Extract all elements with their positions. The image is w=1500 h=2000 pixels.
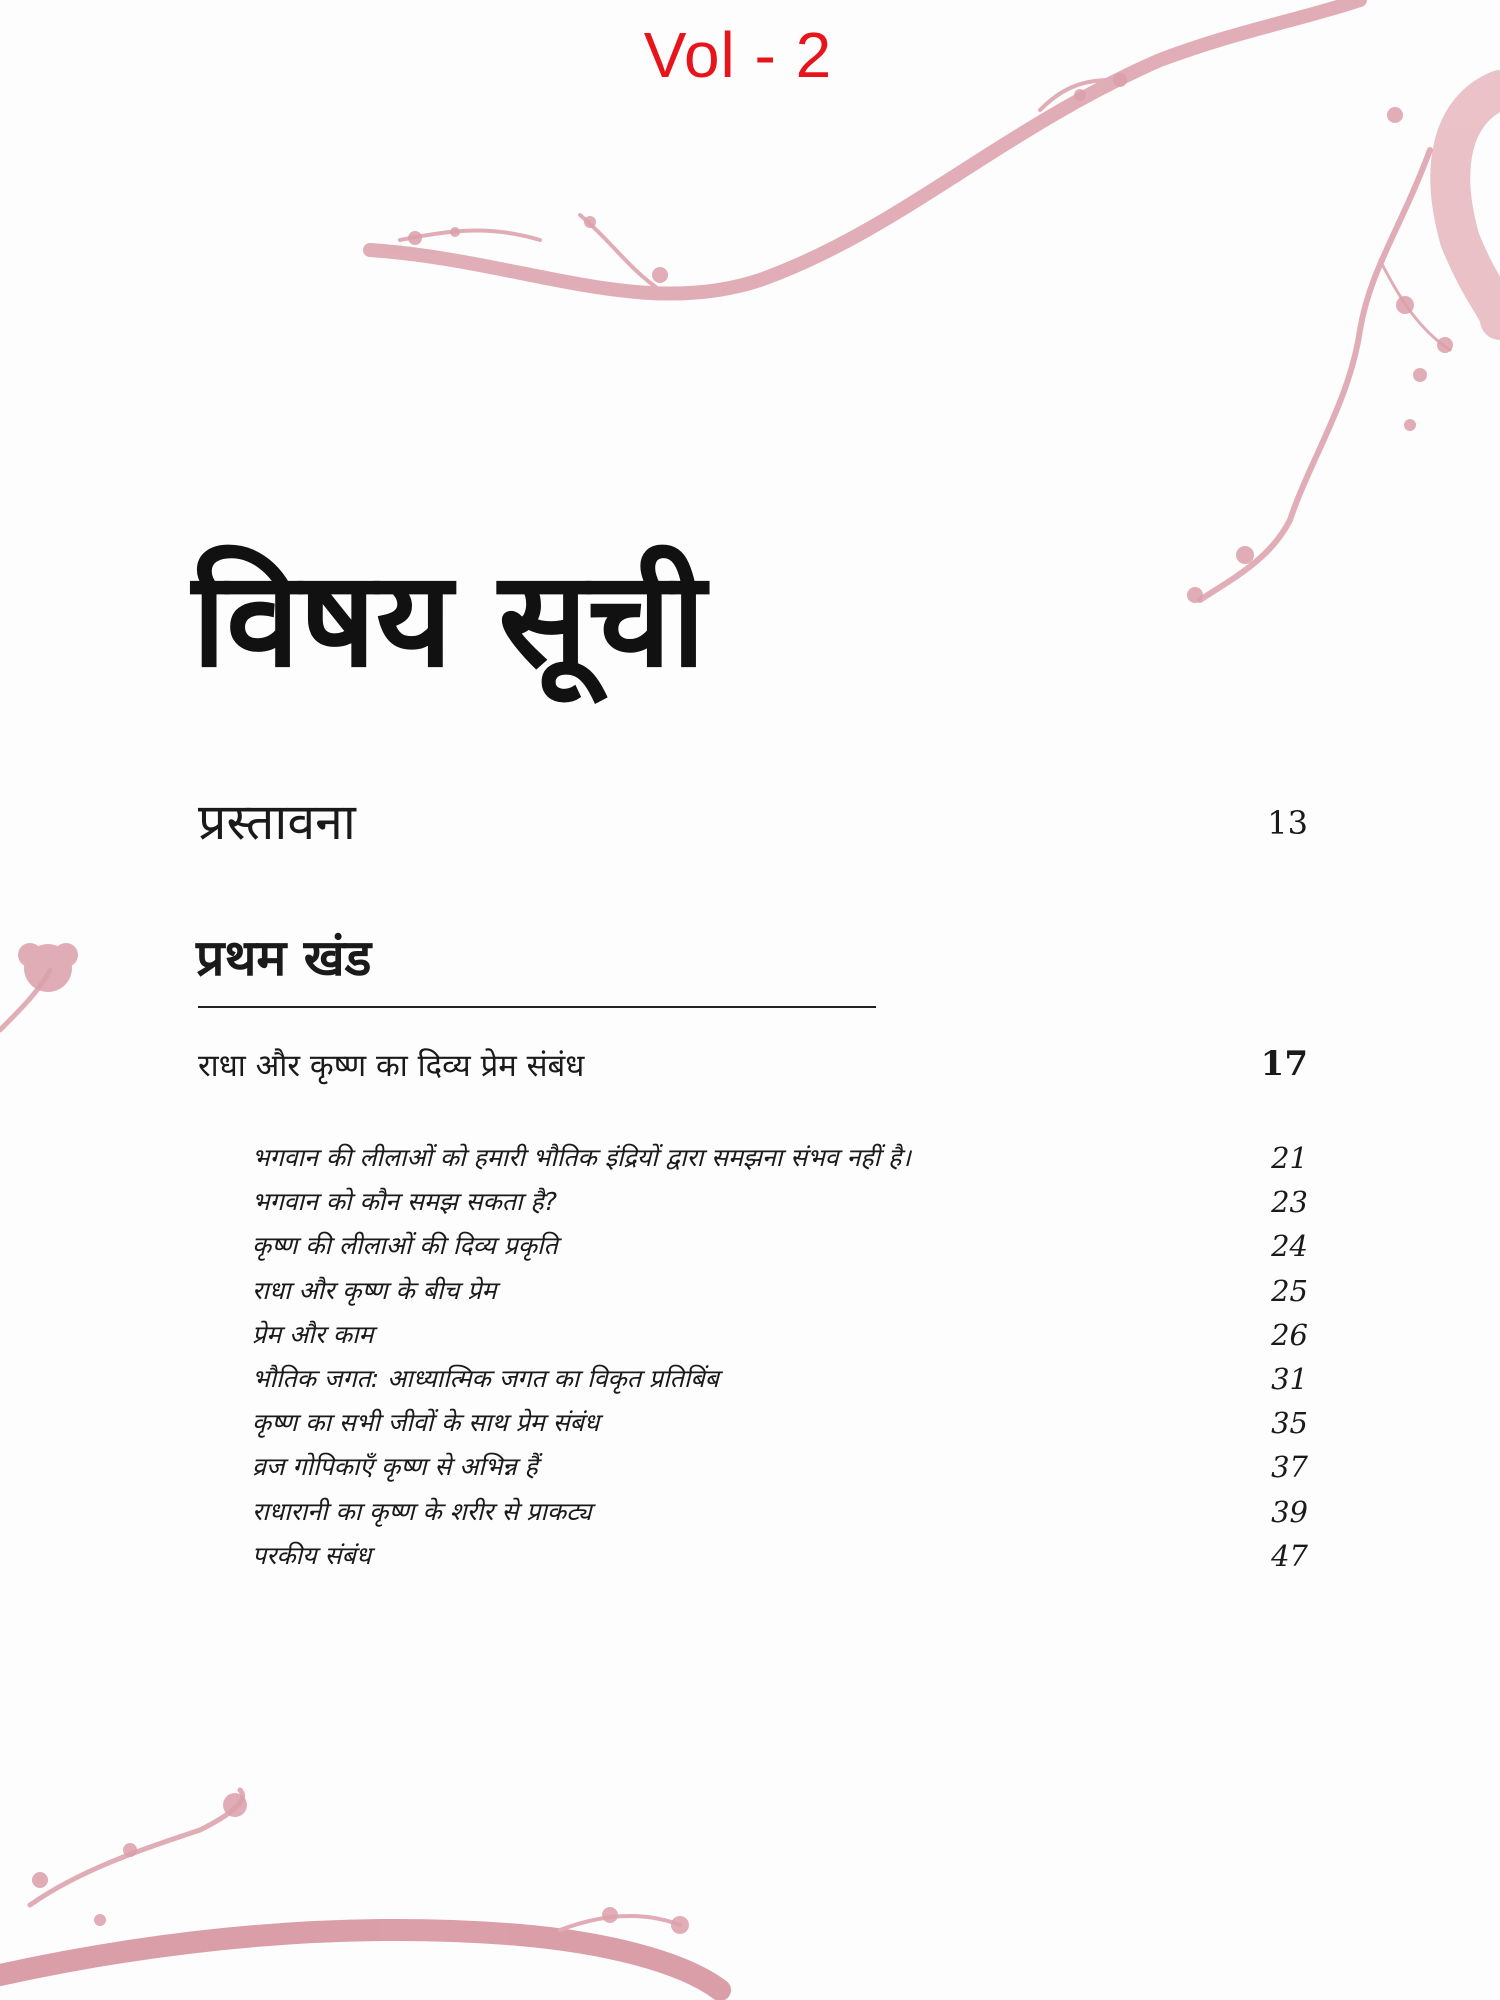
- toc-subentry[interactable]: [252, 1494, 1308, 1538]
- toc-entry-page-number: 13: [1267, 804, 1308, 842]
- toc-subentry-page-number: 39: [1271, 1494, 1308, 1529]
- vine-right-twig: [1380, 260, 1450, 350]
- toc-subentry[interactable]: [252, 1228, 1308, 1272]
- toc-subentry-label: राधारानी का कृष्ण के शरीर से प्राकट्य: [252, 1496, 592, 1526]
- toc-subentry[interactable]: [252, 1449, 1308, 1493]
- toc-subentry[interactable]: [252, 1140, 1308, 1184]
- subsection-list: [252, 1140, 1308, 1582]
- toc-subentry-page-number: 31: [1271, 1361, 1308, 1396]
- bud: [223, 1793, 247, 1817]
- toc-subentry-label: कृष्ण की लीलाओं की दिव्य प्रकृति: [252, 1231, 558, 1261]
- bud: [450, 227, 460, 237]
- bud: [652, 267, 668, 283]
- flower-petal: [54, 943, 78, 967]
- toc-subentry-label: भौतिक जगत: आध्यात्मिक जगत का विकृत प्रतिबिंब: [252, 1363, 719, 1393]
- toc-subentry-page-number: 37: [1271, 1450, 1308, 1485]
- toc-subentry-page-number: 47: [1271, 1538, 1308, 1573]
- toc-subentry-page-number: 21: [1271, 1141, 1308, 1175]
- toc-entry-label: प्रस्तावना: [198, 793, 356, 851]
- toc-entry-page-number: 17: [1260, 1044, 1308, 1084]
- toc-subentry-label: व्रज गोपिकाएँ कृष्ण से अभिन्न हैं: [252, 1452, 538, 1482]
- toc-subentry-label: परकीय संबंध: [252, 1540, 372, 1570]
- toc-subentry-page-number: 24: [1271, 1229, 1308, 1264]
- bud: [1404, 419, 1416, 431]
- bud: [408, 231, 422, 245]
- toc-subentry-label: भगवान को कौन समझ सकता है?: [252, 1187, 557, 1217]
- page-title: विषय सूची: [192, 543, 706, 697]
- bud: [1236, 546, 1254, 564]
- toc-subentry-page-number: 25: [1271, 1273, 1308, 1308]
- bud: [1387, 107, 1403, 123]
- vine-right-branch: [1200, 150, 1430, 600]
- section-heading: प्रथम खंड: [196, 929, 372, 987]
- vine-bottom-main: [0, 1930, 720, 1990]
- toc-entry-label: राधा और कृष्ण का दिव्य प्रेम संबंध: [198, 1048, 585, 1084]
- toc-subentry-label: कृष्ण का सभी जीवों के साथ प्रेम संबंध: [252, 1408, 600, 1438]
- toc-subentry-page-number: 35: [1271, 1406, 1308, 1441]
- bud: [32, 1872, 48, 1888]
- toc-entry-chapter[interactable]: [198, 1044, 1308, 1094]
- vine-bottom-twig: [560, 1916, 680, 1930]
- section-divider: [198, 1006, 876, 1008]
- toc-subentry[interactable]: [252, 1184, 1308, 1228]
- toc-subentry-label: राधा और कृष्ण के बीच प्रेम: [252, 1275, 497, 1305]
- toc-subentry-label: प्रेम और काम: [252, 1319, 374, 1349]
- bud: [584, 216, 596, 228]
- bud: [1396, 296, 1414, 314]
- bud: [94, 1914, 106, 1926]
- bud: [123, 1843, 137, 1857]
- toc-subentry[interactable]: [252, 1317, 1308, 1361]
- flower-petal: [18, 943, 42, 967]
- bud: [671, 1916, 689, 1934]
- toc-entry-preface[interactable]: [198, 786, 1308, 856]
- volume-label: Vol - 2: [643, 19, 833, 91]
- toc-subentry[interactable]: [252, 1405, 1308, 1449]
- toc-subentry[interactable]: [252, 1273, 1308, 1317]
- bud: [1437, 337, 1453, 353]
- toc-subentry[interactable]: [252, 1361, 1308, 1405]
- bud: [1187, 587, 1203, 603]
- bud: [1413, 368, 1427, 382]
- toc-subentry-page-number: 26: [1271, 1317, 1308, 1352]
- vine-right-main: [1450, 90, 1500, 320]
- bud: [602, 1907, 618, 1923]
- toc-subentry-page-number: 23: [1271, 1185, 1308, 1220]
- toc-subentry[interactable]: [252, 1538, 1308, 1582]
- toc-subentry-label: भगवान की लीलाओं को हमारी भौतिक इंद्रियों द्वारा समझना संभव नहीं है।: [252, 1143, 911, 1172]
